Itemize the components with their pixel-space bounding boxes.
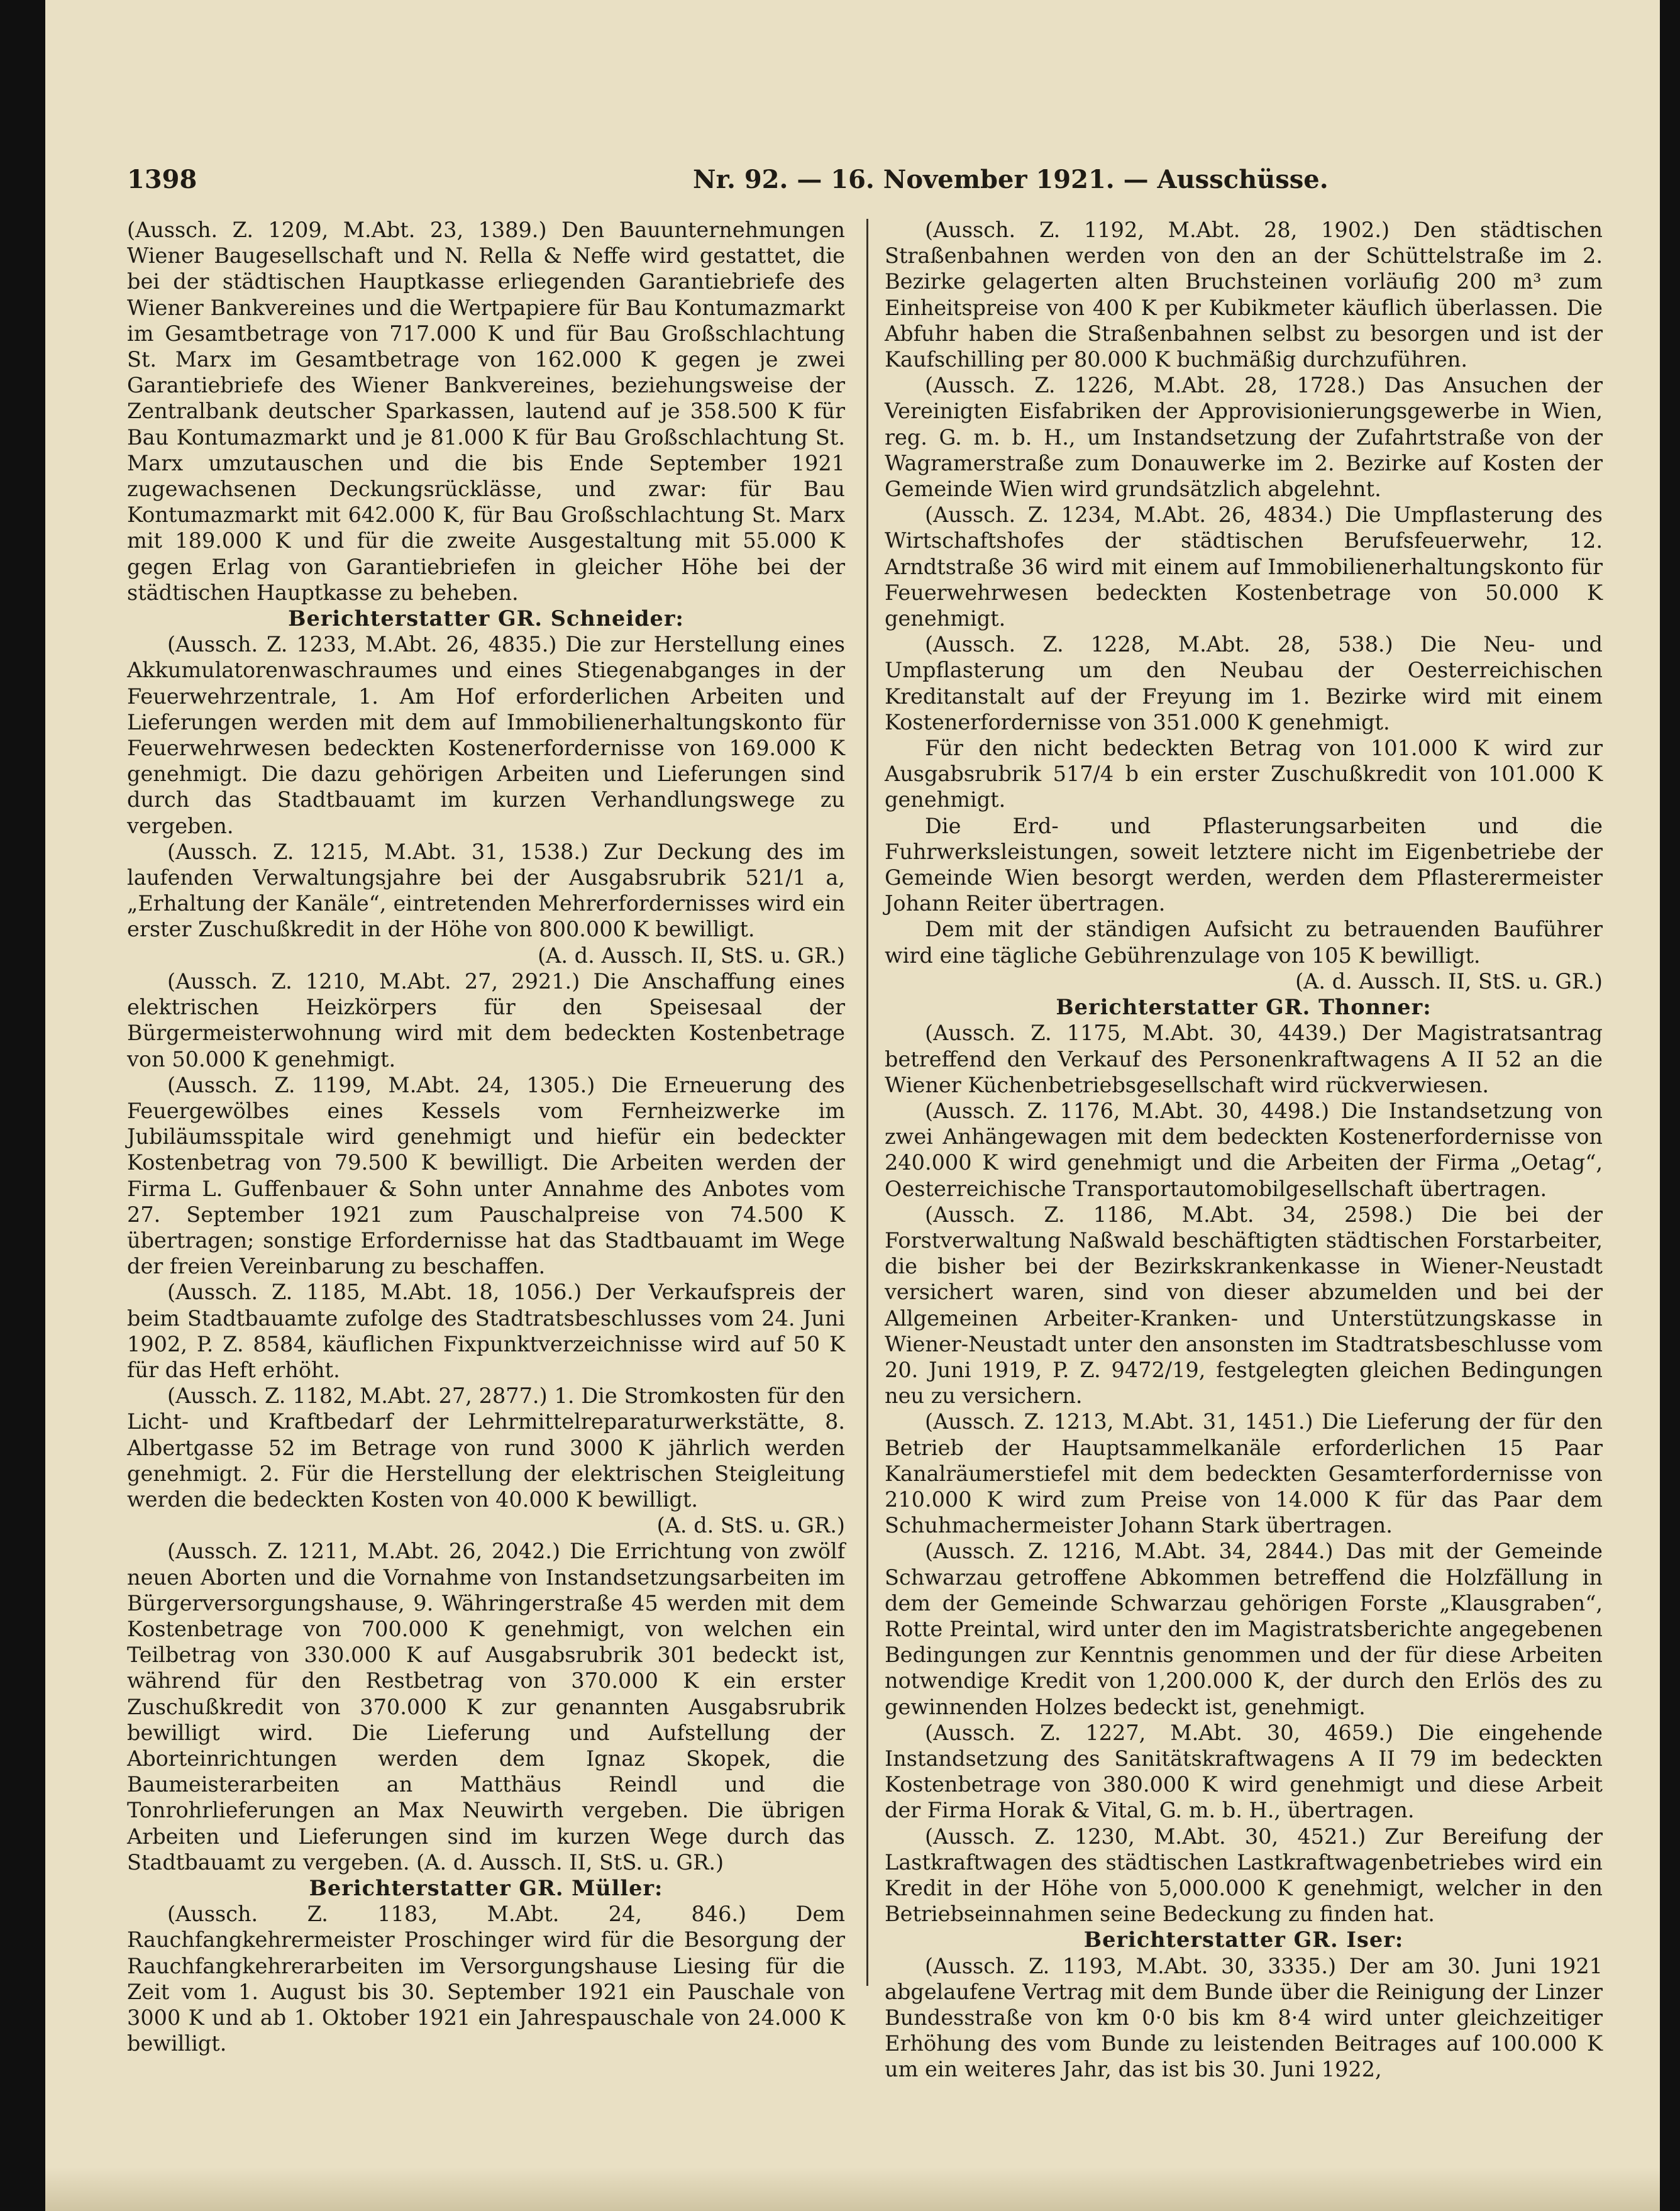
paragraph: (Aussch. Z. 1192, M.Abt. 28, 1902.) Den städtischen Straßenbahnen werden von den an der Schüttelstraße im 2. Bezirke gelagerten alten Bruchsteinen vorläufig 200 m³ zum Einheitspreise von 400 K per Kubikmeter käuflich überlassen. Die Abfuhr haben die Straßenbahnen selbst zu besorgen und ist der Kaufschilling per 80.000 K buchmäßig durchzuführen.: [885, 218, 1603, 372]
section-heading: Berichterstatter GR. Iser:: [1083, 1927, 1404, 1953]
section-heading: Berichterstatter GR. Thonner:: [1056, 995, 1432, 1020]
column-divider: [866, 219, 868, 1986]
paragraph: (Aussch. Z. 1233, M.Abt. 26, 4835.) Die zur Herstellung eines Akkumulatorenwaschraumes und eines Stiegenabganges in der Feuerwehrzentrale, 1. Am Hof erforderlichen Arbeiten und Lieferungen werden mit dem auf Immobilienerhaltungskonto für Feuerwehrwesen bedeckten Kostenerfordernisse von 169.000 K genehmigt. Die dazu gehörigen Arbeiten und Lieferungen sind durch das Stadtbauamt im kurzen Verhandlungswege zu vergeben.: [127, 632, 845, 838]
paragraph: Die Erd- und Pflasterungsarbeiten und die Fuhrwerksleistungen, soweit letztere nicht im Eigenbetriebe der Gemeinde Wien besorgt werden, werden dem Pflasterermeister Johann Reiter übertragen.: [885, 813, 1603, 916]
paragraph: Für den nicht bedeckten Betrag von 101.000 K wird zur Ausgabsrubrik 517/4 b ein erster Zuschußkredit von 101.000 K genehmigt.: [885, 736, 1603, 812]
left-column: [127, 217, 845, 2056]
paragraph: (Aussch. Z. 1228, M.Abt. 28, 538.) Die Neu- und Umpflasterung um den Neubau der Oesterreichischen Kreditanstalt auf der Freyung im 1. Bezirke wird mit einem Kostenerfordernisse von 351.000 K genehmigt.: [885, 632, 1603, 734]
page-number: 1398: [127, 165, 197, 194]
paragraph: (Aussch. Z. 1227, M.Abt. 30, 4659.) Die eingehende Instandsetzung des Sanitätskraftwagens A II 79 im bedeckten Kostenbetrage von 380.000 K wird genehmigt und diese Arbeit der Firma Horak & Vital, G. m. b. H., übertragen.: [885, 1720, 1603, 1823]
paragraph: (Aussch. Z. 1213, M.Abt. 31, 1451.) Die Lieferung der für den Betrieb der Hauptsammelkanäle erforderlichen 15 Paar Kanalräumerstiefel mit dem bedeckten Gesamterfordernisse von 210.000 K wird zum Preise von 14.000 K für das Paar dem Schuhmachermeister Johann Stark übertragen.: [885, 1409, 1603, 1538]
paragraph: (Aussch. Z. 1186, M.Abt. 34, 2598.) Die bei der Forstverwaltung Naßwald beschäftigten städtischen Forstarbeiter, die bisher bei der Bezirkskrankenkasse in Wiener-Neustadt versichert waren, sind von dieser abzumelden und bei der Allgemeinen Arbeiter-Kranken- und Unterstützungskasse in Wiener-Neustadt unter den ansonsten im Stadtratsbeschlusse vom 20. Juni 1919, P. Z. 9472/19, festgelegten gleichen Bedingungen neu zu versichern.: [885, 1202, 1603, 1409]
newspaper-page: [45, 0, 1660, 2211]
paragraph: (Aussch. Z. 1226, M.Abt. 28, 1728.) Das Ansuchen der Vereinigten Eisfabriken der Approvisionierungsgewerbe in Wien, reg. G. m. b. H., um Instandsetzung der Zufahrtstraße von der Wagramerstraße zum Donauwerke im 2. Bezirke auf Kosten der Gemeinde Wien wird grundsätzlich abgelehnt.: [885, 373, 1603, 502]
paragraph: Dem mit der ständigen Aufsicht zu betrauenden Bauführer wird eine tägliche Gebührenzulage von 105 K bewilligt.: [885, 917, 1603, 968]
section-heading: Berichterstatter GR. Müller:: [309, 1876, 663, 1900]
issue-line: Nr. 92. — 16. November 1921. — Ausschüsse.: [693, 165, 1329, 194]
paragraph: (Aussch. Z. 1211, M.Abt. 26, 2042.) Die Errichtung von zwölf neuen Aborten und die Vornahme von Instandsetzungsarbeiten im Bürgerversorgungshause, 9. Währingerstraße 45 werden mit dem Kostenbetrage von 700.000 K genehmigt, von welchen ein Teilbetrag von 330.000 K auf Ausgabsrubrik 301 bedeckt ist, während für den Restbetrag von 370.000 K ein erster Zuschußkredit von 370.000 K zur genannten Ausgabsrubrik bewilligt wird. Die Lieferung und Aufstellung der Aborteinrichtungen werden dem Ignaz Skopek, die Baumeisterarbeiten an Matthäus Reindl und die Tonrohrlieferungen an Max Neuwirth vergeben. Die übrigen Arbeiten und Lieferungen sind im kurzen Wege durch das Stadtbauamt zu vergeben. (A. d. Aussch. II, StS. u. GR.): [127, 1539, 845, 1875]
paragraph: (Aussch. Z. 1216, M.Abt. 34, 2844.) Das mit der Gemeinde Schwarzau getroffene Abkommen betreffend die Holzfällung in dem der Gemeinde Schwarzau gehörigen Forste „Klausgraben“, Rotte Preintal, wird unter den im Magistratsberichte angegebenen Bedingungen zur Kenntnis genommen und der für diese Arbeiten notwendige Kredit von 1,200.000 K, der durch den Erlös des zu gewinnenden Holzes bedeckt ist, genehmigt.: [885, 1539, 1603, 1719]
paragraph: (Aussch. Z. 1199, M.Abt. 24, 1305.) Die Erneuerung des Feuergewölbes eines Kessels vom Fernheizwerke im Jubiläumsspitale wird genehmigt und hiefür ein bedeckter Kostenbetrag von 79.500 K bewilligt. Die Arbeiten werden der Firma L. Guffenbauer & Sohn unter Annahme des Anbotes vom 27. September 1921 zum Pauschalpreise von 74.500 K übertragen; sonstige Erfordernisse hat das Stadtbauamt im Wege der freien Vereinbarung zu beschaffen.: [127, 1072, 845, 1279]
paragraph: (Aussch. Z. 1230, M.Abt. 30, 4521.) Zur Bereifung der Lastkraftwagen des städtischen Lastkraftwagenbetriebes wird ein Kredit in der Höhe von 5,000.000 K genehmigt, welcher in den Betriebseinnahmen seine Bedeckung zu finden hat.: [885, 1824, 1603, 1927]
paragraph: (Aussch. Z. 1183, M.Abt. 24, 846.) Dem Rauchfangkehrermeister Proschinger wird für die Besorgung der Rauchfangkehrerarbeiten im Versorgungshause Liesing für die Zeit vom 1. August bis 30. September 1921 ein Pauschale von 3000 K und ab 1. Oktober 1921 ein Jahrespauschale von 24.000 K bewilligt.: [127, 1902, 845, 2056]
paragraph: (Aussch. Z. 1210, M.Abt. 27, 2921.) Die Anschaffung eines elektrischen Heizkörpers für den Speisesaal der Bürgermeisterwohnung wird mit dem bedeckten Kostenbetrage von 50.000 K genehmigt.: [127, 968, 845, 1072]
paragraph: (Aussch. Z. 1182, M.Abt. 27, 2877.) 1. Die Stromkosten für den Licht- und Kraftbedarf der Lehrmittelreparaturwerkstätte, 8. Albertgasse 52 im Betrage von rund 3000 K jährlich werden genehmigt. 2. Für die Herstellung der elektrischen Steigleitung werden die bedeckten Kosten von 40.000 K bewilligt.: [127, 1383, 845, 1512]
reference-note: (A. d. Aussch. II, StS. u. GR.): [1295, 968, 1603, 994]
page-header: [127, 165, 1329, 202]
paragraph: (Aussch. Z. 1176, M.Abt. 30, 4498.) Die Instandsetzung von zwei Anhängewagen mit dem bedeckten Kostenerfordernisse von 240.000 K wird genehmigt und die Arbeiten der Firma „Oetag“, Oesterreichische Transportautomobilgesellschaft übertragen.: [885, 1098, 1603, 1201]
paragraph: (Aussch. Z. 1175, M.Abt. 30, 4439.) Der Magistratsantrag betreffend den Verkauf des Personenkraftwagens A II 52 an die Wiener Küchenbetriebsgesellschaft wird rückverwiesen.: [885, 1021, 1603, 1097]
paragraph: (Aussch. Z. 1209, M.Abt. 23, 1389.) Den Bauunternehmungen Wiener Baugesellschaft und N. Rella & Neffe wird gestattet, die bei der städtischen Hauptkasse erliegenden Garantiebriefe des Wiener Bankvereines und die Wertpapiere für Bau Kontumazmarkt im Gesamtbetrage von 717.000 K und für Bau Großschlachtung St. Marx im Gesamtbetrage von 162.000 K gegen je zwei Garantiebriefe des Wiener Bankvereines, beziehungsweise der Zentralbank deutscher Sparkassen, lautend auf je 358.500 K für Bau Kontumazmarkt und je 81.000 K für Bau Großschlachtung St. Marx umzutauschen und die bis Ende September 1921 zugewachsenen Deckungsrücklässe, und zwar: für Bau Kontumazmarkt mit 642.000 K, für Bau Großschlachtung St. Marx mit 189.000 K und für die zweite Ausgestaltung mit 55.000 K gegen Erlag von Garantiebriefen in gleicher Höhe bei der städtischen Hauptkasse zu beheben.: [127, 218, 845, 605]
section-heading: Berichterstatter GR. Schneider:: [288, 606, 684, 631]
reference-note: (A. d. Aussch. II, StS. u. GR.): [538, 943, 845, 968]
reference-note: (A. d. StS. u. GR.): [656, 1513, 845, 1538]
paragraph: (Aussch. Z. 1185, M.Abt. 18, 1056.) Der Verkaufspreis der beim Stadtbauamte zufolge des Stadtratsbeschlusses vom 24. Juni 1902, P. Z. 8584, käuflichen Fixpunktverzeichnisse wird auf 50 K für das Heft erhöht.: [127, 1280, 845, 1382]
paragraph: (Aussch. Z. 1234, M.Abt. 26, 4834.) Die Umpflasterung des Wirtschaftshofes der städtischen Berufsfeuerwehr, 12. Arndtstraße 36 wird mit einem auf Immobilienerhaltungskonto für Feuerwehrwesen bedeckten Kostenbetrage von 50.000 K genehmigt.: [885, 502, 1603, 631]
paragraph: (Aussch. Z. 1193, M.Abt. 30, 3335.) Der am 30. Juni 1921 abgelaufene Vertrag mit dem Bunde über die Reinigung der Linzer Bundesstraße von km 0·0 bis km 8·4 wird unter gleichzeitiger Erhöhung des vom Bunde zu leistenden Beitrages auf 100.000 K um ein weiteres Jahr, das ist bis 30. Juni 1922,: [885, 1953, 1603, 2082]
paragraph: (Aussch. Z. 1215, M.Abt. 31, 1538.) Zur Deckung des im laufenden Verwaltungsjahre bei der Ausgabsrubrik 521/1 a, „Erhaltung der Kanäle“, eintretenden Mehrerfordernisses wird ein erster Zuschußkredit in der Höhe von 800.000 K bewilligt.: [127, 839, 845, 942]
right-column: [885, 217, 1603, 2083]
